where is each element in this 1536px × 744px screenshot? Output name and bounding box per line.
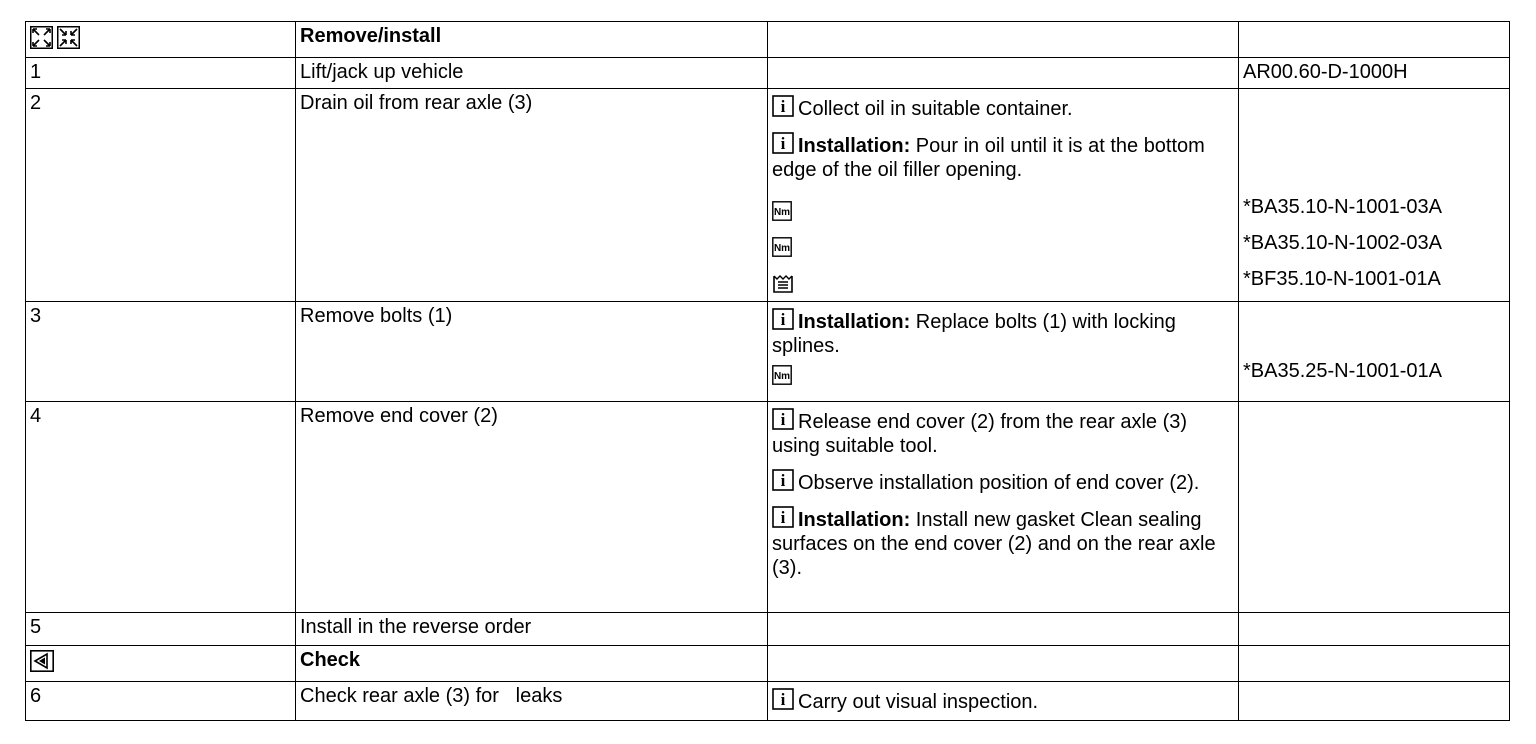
svg-text:Nm: Nm: [773, 243, 791, 254]
step-reference[interactable]: *BA35.10-N-1001-03A: [1243, 196, 1443, 218]
svg-text:Nm: Nm: [773, 207, 791, 218]
capacity-row: [772, 265, 1235, 301]
svg-text:i: i: [780, 508, 786, 527]
header-title: Remove/install: [296, 22, 768, 58]
header-row: [26, 22, 1510, 58]
note: i Release end cover (2) from the rear axle (3) using suitable tool.: [772, 410, 1188, 457]
svg-text:i: i: [780, 310, 786, 329]
step-reference[interactable]: AR00.60-D-1000H: [1239, 58, 1510, 89]
step-notes: [768, 402, 1239, 613]
step-reference[interactable]: *BA35.10-N-1002-03A: [1243, 232, 1443, 254]
collapse-icon[interactable]: [57, 26, 80, 49]
check-icon-cell: [26, 646, 296, 682]
info-icon: [772, 408, 794, 430]
filling-capacity-icon: [772, 272, 794, 294]
step-notes: [768, 89, 1239, 302]
step-number: 2: [26, 89, 296, 302]
info-icon: [772, 506, 794, 528]
check-row: [26, 646, 1510, 682]
note: i Carry out visual inspection.: [772, 688, 1235, 714]
step-row: [26, 302, 1510, 402]
step-action: Lift/jack up vehicle: [296, 58, 768, 89]
step-row: [26, 58, 1510, 89]
header-icons-cell: [26, 22, 296, 58]
note: i Observe installation position of end cover (2).: [772, 469, 1235, 495]
torque-nm-icon: [772, 237, 792, 257]
info-icon: [772, 469, 794, 491]
step-action: Remove bolts (1): [296, 302, 768, 402]
step-notes: [768, 302, 1239, 402]
svg-text:Nm: Nm: [773, 371, 791, 382]
step-number: 5: [26, 613, 296, 646]
step-action: Remove end cover (2): [296, 402, 768, 613]
info-icon: [772, 308, 794, 330]
torque-nm-icon: [772, 365, 792, 385]
info-icon: [772, 688, 794, 710]
note: i Installation: Replace bolts (1) with locking splines.: [772, 310, 1176, 357]
torque-row: [772, 229, 1235, 265]
info-icon: [772, 132, 794, 154]
step-number: 3: [26, 302, 296, 402]
note: i Collect oil in suitable container.: [772, 95, 1235, 121]
step-reference[interactable]: *BF35.10-N-1001-01A: [1243, 268, 1441, 290]
svg-text:i: i: [780, 410, 786, 429]
step-action: Drain oil from rear axle (3): [296, 89, 768, 302]
step-references: [1239, 302, 1510, 402]
step-references: [1239, 89, 1510, 302]
svg-text:i: i: [780, 690, 786, 709]
step-reference[interactable]: *BA35.25-N-1001-01A: [1243, 360, 1443, 382]
svg-text:i: i: [780, 471, 786, 490]
note: i Installation: Pour in oil until it is at the bottom edge of the oil filler opening.: [772, 134, 1205, 181]
step-notes: [768, 682, 1239, 721]
step-number: 6: [26, 682, 296, 721]
info-icon: [772, 95, 794, 117]
step-row: [26, 89, 1510, 302]
step-row: [26, 682, 1510, 721]
torque-row: [772, 193, 1235, 229]
step-number: 1: [26, 58, 296, 89]
torque-row: [772, 360, 1235, 390]
step-action: Check rear axle (3) for leaks: [296, 682, 768, 721]
step-row: [26, 613, 1510, 646]
procedure-table: [25, 21, 1510, 721]
note: i Installation: Install new gasket Clean sealing surfaces on the end cover (2) and on the rear axle (3).: [772, 508, 1216, 579]
svg-text:i: i: [780, 97, 786, 116]
expand-icon[interactable]: [30, 26, 53, 49]
check-title: Check: [296, 646, 768, 682]
svg-text:i: i: [780, 134, 786, 153]
step-action: Install in the reverse order: [296, 613, 768, 646]
step-row: [26, 402, 1510, 613]
check-triangle-icon: [30, 650, 54, 672]
torque-nm-icon: [772, 201, 792, 221]
step-number: 4: [26, 402, 296, 613]
